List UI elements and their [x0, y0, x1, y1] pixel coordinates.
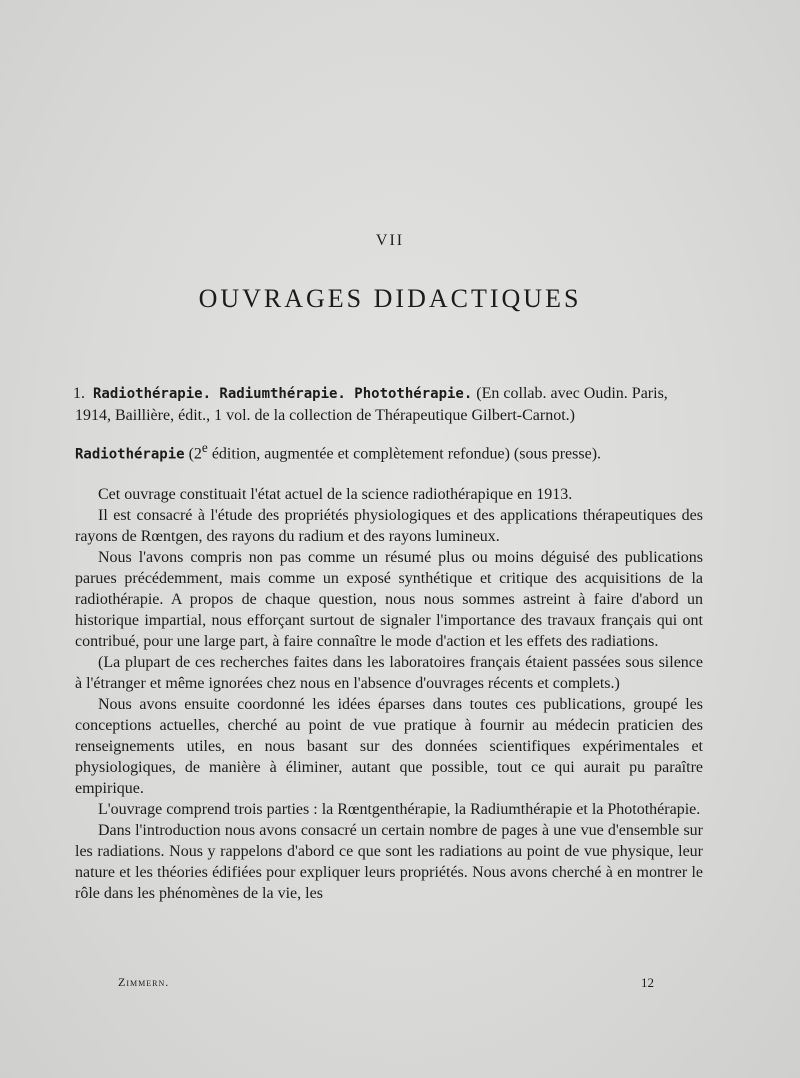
paragraph: L'ouvrage comprend trois parties : la Rœntgenthérapie, la Radiumthérapie et la Photothérapie. — [98, 801, 701, 818]
bibliography-entry — [75, 437, 703, 465]
paragraph: Nous l'avons compris non pas comme un résumé plus ou moins déguisé des publications parues précédemment, mais comme un exposé synthétique et critique des acquisitions de la radiothérapie. A propos de chaque question, nous nous sommes astreint à faire d'abord un historique impartial, nous efforçant surtout de signaler l'importance des travaux français qui ont contribué, pour une large part, à faire connaître le mode d'action et les effets des radiations. — [75, 549, 703, 650]
paragraph: Cet ouvrage constituait l'état actuel de la science radiothérapique en 1913. — [98, 486, 573, 503]
paragraph: Il est consacré à l'étude des propriétés physiologiques et des applications thérapeutiques des rayons de Rœntgen, des rayons du radium et des rayons lumineux. — [75, 507, 703, 545]
entry-details: édition, augmentée et complètement refondue) (sous presse). — [207, 445, 602, 463]
footer-signature-mark: 12 — [641, 975, 654, 990]
entry-number: 1. — [73, 385, 85, 402]
entry-details: (En collab. avec Oudin. Paris, 1914, Baillière, édit., 1 vol. de la collection de Thérapeutique Gilbert-Carnot.) — [75, 385, 668, 424]
bibliography-entry — [75, 383, 703, 426]
body-text — [75, 484, 703, 904]
edition-superscript: e — [201, 440, 208, 455]
paragraph: Nous avons ensuite coordonné les idées éparses dans toutes ces publications, groupé les conceptions actuelles, cherché au point de vue pratique à fournir au médecin praticien des renseignements utiles, en nous basant sur des données scientifiques expérimentales et physiologiques, de manière à éliminer, autant que possible, tout ce qui aurait pu paraître empirique. — [75, 696, 703, 797]
entry-title: Radiothérapie. Radiumthérapie. Photothérapie. — [93, 386, 473, 402]
chapter-number: VII — [375, 232, 405, 249]
entry-details: (2 — [184, 445, 202, 463]
paragraph: (La plupart de ces recherches faites dans les laboratoires français étaient passées sous silence à l'étranger et même ignorées chez nous en l'absence d'ouvrages récents et complets.) — [75, 654, 703, 692]
paragraph: Dans l'introduction nous avons consacré un certain nombre de pages à une vue d'ensemble sur les radiations. Nous y rappelons d'abord ce que sont les radiations au point de vue physique, leur nature et les théories édifiées pour expliquer leurs propriétés. Nous avons cherché à en montrer le rôle dans les phénomènes de la vie, les — [75, 822, 703, 902]
entry-title: Radiothérapie — [75, 446, 185, 463]
chapter-title: OUVRAGES DIDACTIQUES — [198, 284, 582, 313]
footer-author: Zimmern. — [118, 975, 170, 989]
